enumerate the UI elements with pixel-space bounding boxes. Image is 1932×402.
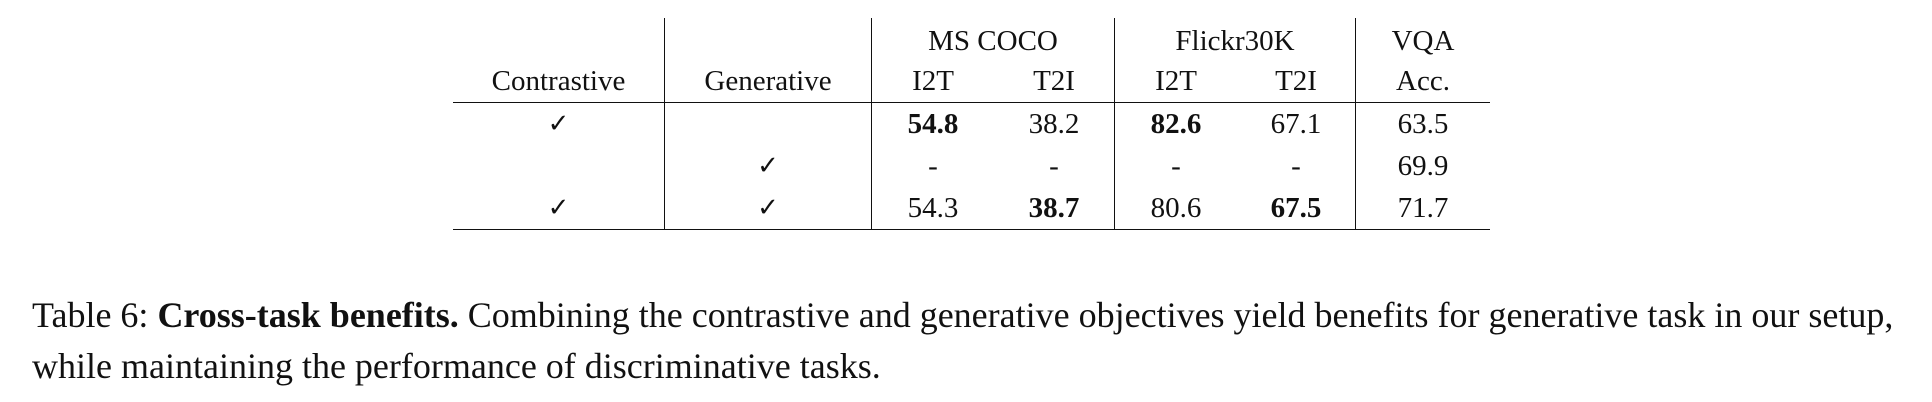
table-header-row-subcolumns <box>453 60 1490 103</box>
results-table-container <box>453 18 1490 230</box>
cell-flickr-i2t: 80.6 <box>1115 187 1238 230</box>
table-header-row-groups <box>453 18 1490 60</box>
cell-flickr-t2i: 67.5 <box>1237 187 1356 230</box>
header-flickr-i2t: I2T <box>1115 60 1238 103</box>
header-ms-coco: MS COCO <box>872 18 1115 60</box>
checkmark-icon: ✓ <box>665 187 872 230</box>
header-contrastive: Contrastive <box>491 64 626 97</box>
empty-cell <box>453 145 665 187</box>
header-vqa: VQA <box>1356 18 1491 60</box>
cell-flickr-t2i: 67.1 <box>1237 103 1356 146</box>
cell-flickr-i2t: - <box>1115 145 1238 187</box>
checkmark-icon: ✓ <box>453 103 665 146</box>
header-generative: Generative <box>665 60 872 103</box>
empty-cell <box>665 103 872 146</box>
table-row <box>453 103 1490 146</box>
cell-coco-t2i: 38.2 <box>994 103 1115 146</box>
caption-text: Combining the contrastive and generative objectives yield benefits for generative task in our setup, while maintaining the performance of discriminative tasks. <box>32 295 1894 386</box>
table-caption <box>32 290 1912 392</box>
results-table <box>453 18 1490 230</box>
header-flickr30k: Flickr30K <box>1115 18 1356 60</box>
header-empty-cell <box>453 18 665 60</box>
header-coco-i2t: I2T <box>872 60 995 103</box>
header-empty-cell <box>665 18 872 60</box>
caption-title: Cross-task benefits. <box>157 295 459 335</box>
cell-flickr-t2i: - <box>1291 149 1301 182</box>
table-row <box>453 187 1490 230</box>
cell-vqa-acc: 69.9 <box>1356 145 1491 187</box>
cell-coco-t2i: 38.7 <box>994 187 1115 230</box>
cell-coco-i2t: 54.8 <box>872 103 995 146</box>
header-coco-t2i: T2I <box>1033 64 1075 97</box>
cell-vqa-acc: 71.7 <box>1356 187 1491 230</box>
cell-coco-i2t: 54.3 <box>872 187 995 230</box>
cell-coco-i2t: - <box>872 145 995 187</box>
caption-label: Table 6: <box>32 295 149 335</box>
cell-coco-t2i: - <box>1049 149 1059 182</box>
cell-flickr-i2t: 82.6 <box>1115 103 1238 146</box>
header-flickr-t2i: T2I <box>1275 64 1317 97</box>
checkmark-icon: ✓ <box>665 145 872 187</box>
checkmark-icon: ✓ <box>453 187 665 230</box>
cell-vqa-acc: 63.5 <box>1356 103 1491 146</box>
table-row <box>453 145 1490 187</box>
header-vqa-acc: Acc. <box>1356 60 1491 103</box>
